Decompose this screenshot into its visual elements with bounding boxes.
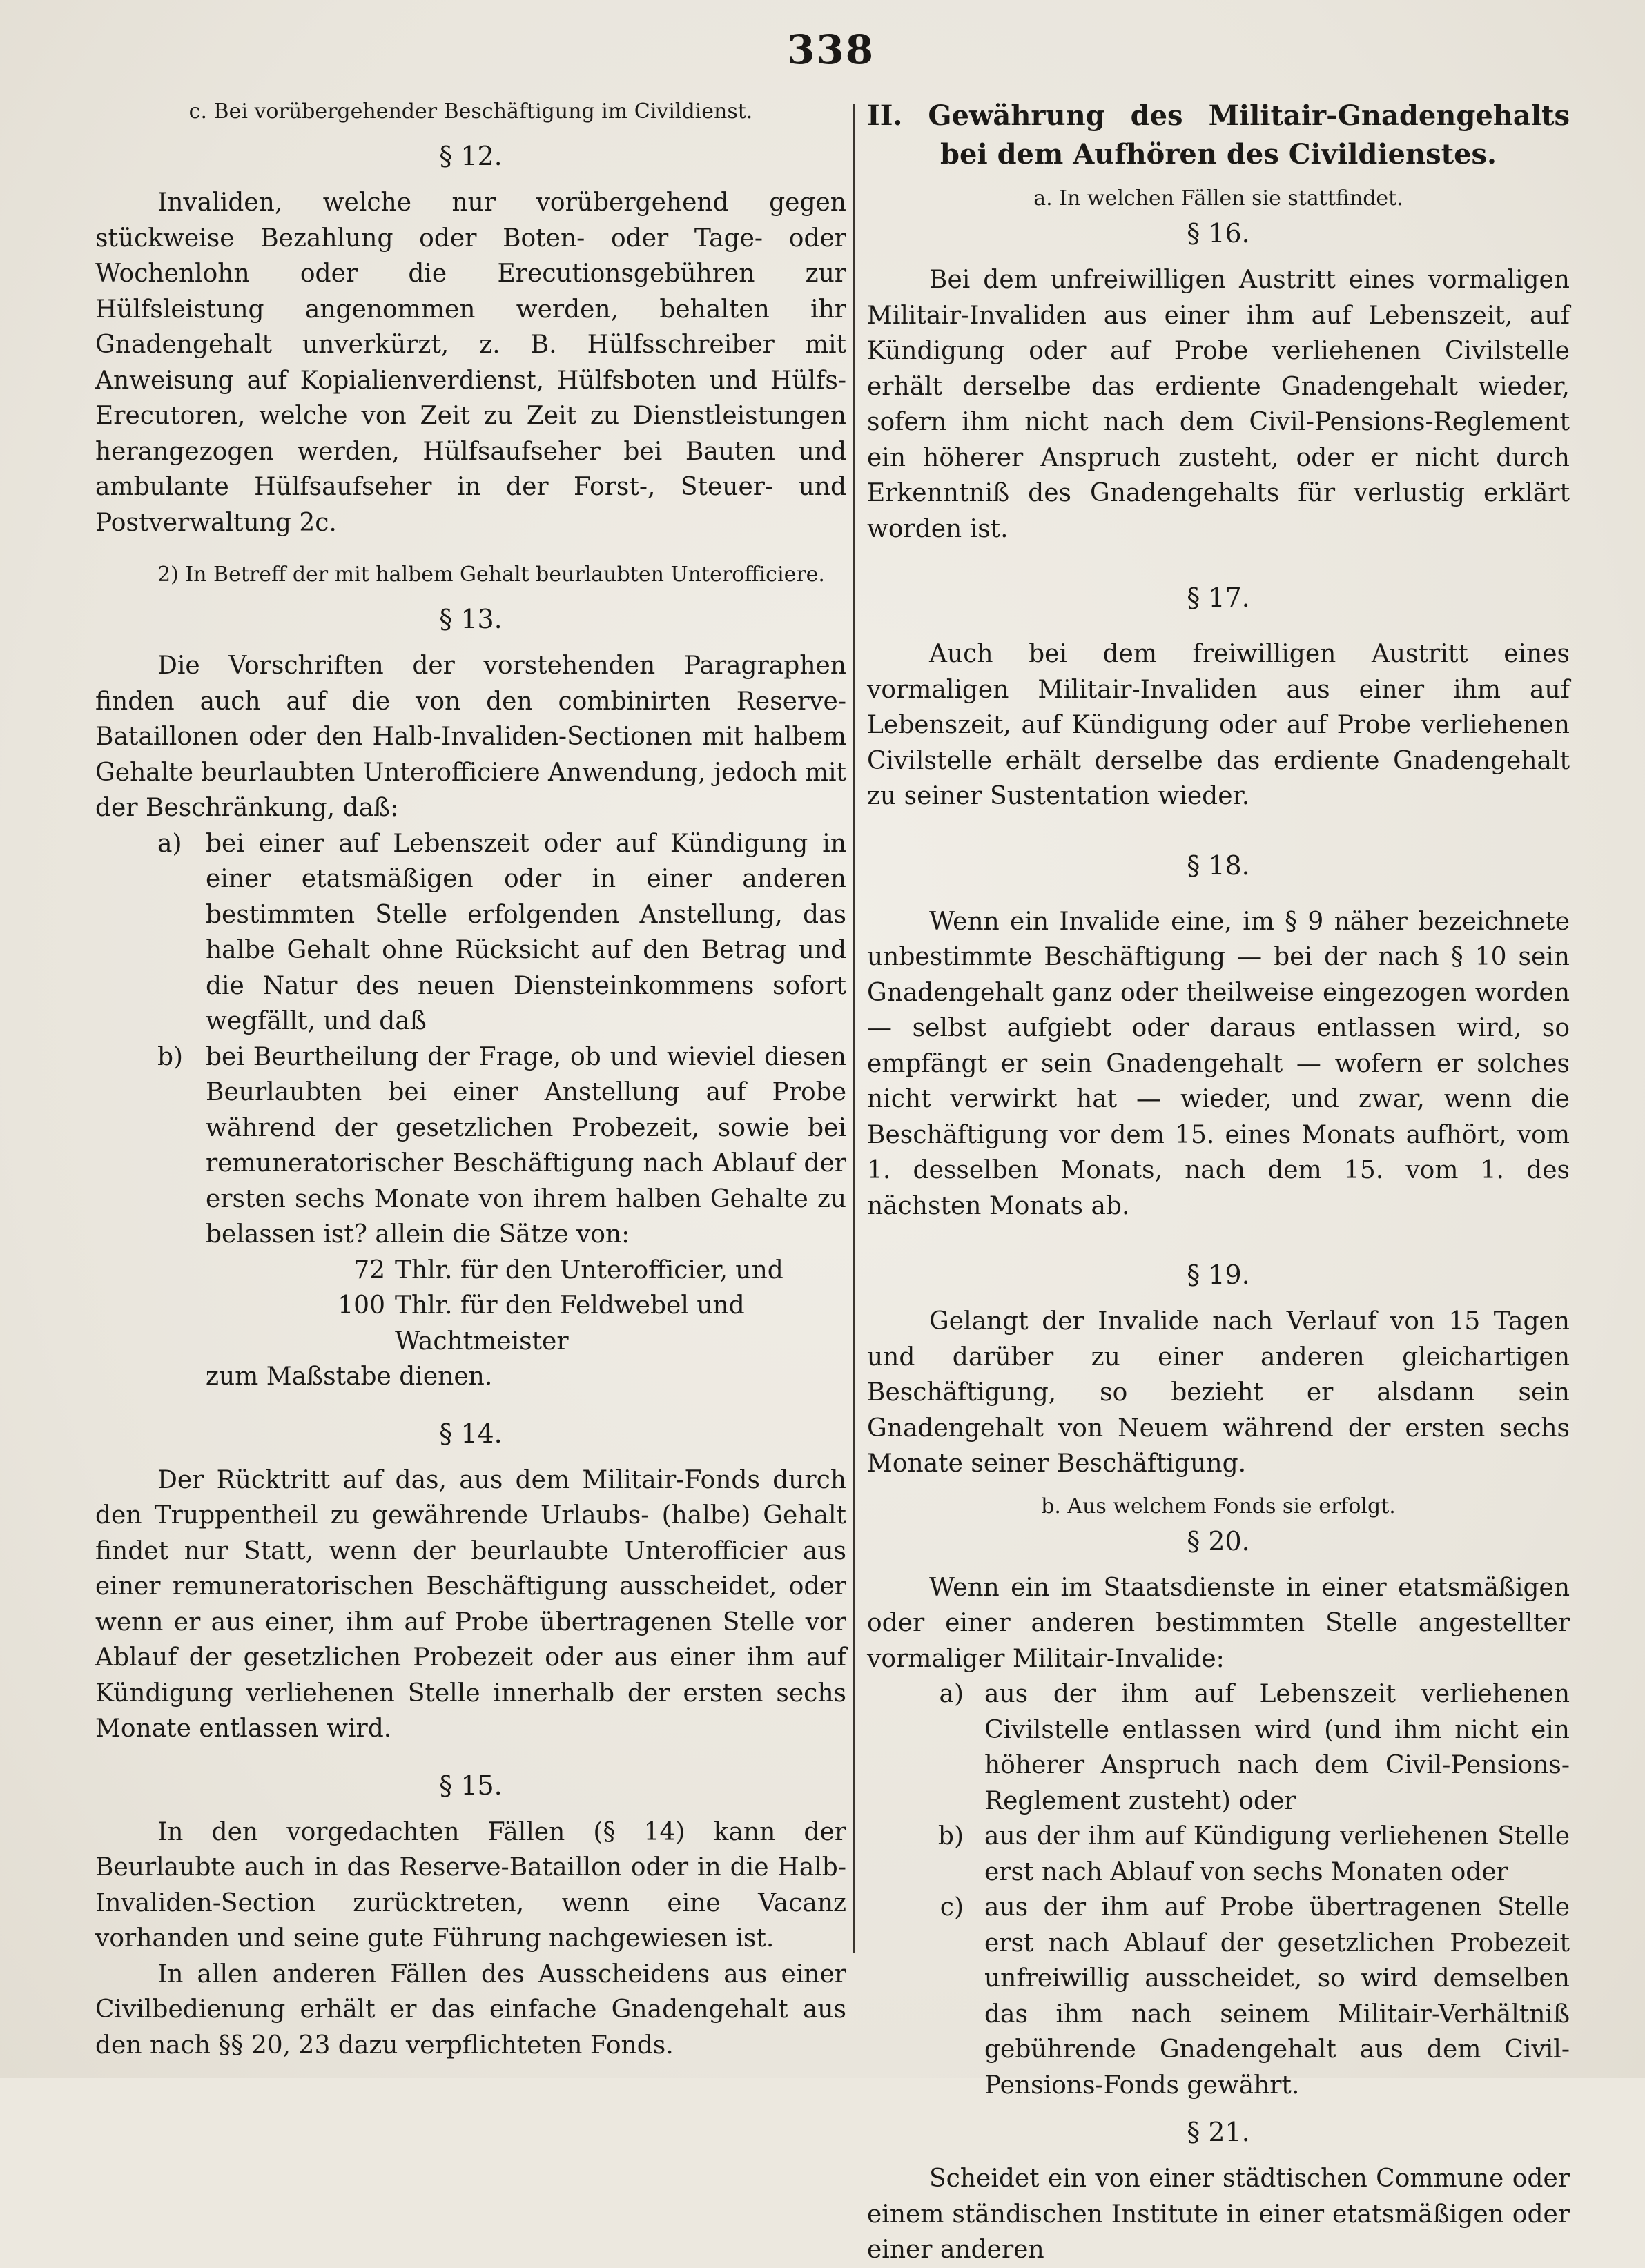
section-21-heading: § 21. bbox=[1187, 2117, 1250, 2147]
section-20-item-a bbox=[867, 1676, 1570, 1819]
rate-amount: 72 bbox=[353, 1255, 385, 1284]
subheading-a: a. In welchen Fällen sie stattfindet. bbox=[1033, 186, 1403, 211]
rates-list bbox=[302, 1253, 846, 1360]
section-13-item-a bbox=[95, 826, 846, 1039]
section-14-heading: § 14. bbox=[439, 1418, 503, 1449]
section-18-heading: § 18. bbox=[1187, 850, 1250, 881]
item-text: bei einer auf Lebenszeit oder auf Kündigung in einer etatsmäßigen oder in einer anderen bestimmten Stelle erfolgenden Anstellung, das halbe Gehalt ohne Rücksicht auf den Betrag und die Natur des neuen Diensteinkommens sofort wegfällt, und daß bbox=[206, 829, 846, 1035]
section-13-text: Die Vorschriften der vorstehenden Paragraphen finden auch auf die von den combinirten Reserve-Bataillonen oder den Halb-Invaliden-Sectionen mit halbem Gehalte beurlaubten Unterofficiere Anwendung, jedoch mit der Beschränkung, daß: bbox=[95, 652, 846, 822]
rate-text: Thlr. für den Feldwebel und Wachtmeister bbox=[395, 1291, 745, 1356]
section-20-text: Wenn ein im Staatsdienste in einer etatsmäßigen oder einer anderen bestimmten Stelle angestellter vormaliger Militair-Invalide: bbox=[867, 1573, 1570, 1673]
item-text: aus der ihm auf Kündigung verliehenen Stelle erst nach Ablauf von sechs Monaten oder bbox=[984, 1822, 1570, 1886]
item-text: aus der ihm auf Lebenszeit verliehenen Civilstelle entlassen wird (und ihm nicht ein höherer Anspruch nach dem Civil-Pensions-Reglement zusteht) oder bbox=[984, 1680, 1570, 1815]
section-20-heading: § 20. bbox=[1187, 1525, 1250, 1556]
item-label: b) bbox=[937, 1822, 964, 1850]
section-17-heading: § 17. bbox=[1187, 583, 1250, 613]
subheading-b: b. Aus welchem Fonds sie erfolgt. bbox=[1041, 1494, 1396, 1518]
section-21-text: Scheidet ein von einer städtischen Commune oder einem ständischen Institute in einer etatsmäßigen oder einer anderen bbox=[867, 2164, 1570, 2264]
rate-text: Thlr. für den Unterofficier, und bbox=[395, 1255, 783, 1284]
section-20-item-b bbox=[867, 1819, 1570, 1890]
part-ii-heading: II. Gewährung des Militair-Gnadengehalts bei dem Aufhören des Civildienstes. bbox=[867, 99, 1570, 170]
left-column bbox=[95, 97, 846, 2063]
item-label: b) bbox=[157, 1042, 184, 1071]
section-19-heading: § 19. bbox=[1187, 1260, 1250, 1290]
section-14-text: Der Rücktritt auf das, aus dem Militair-Fonds durch den Truppentheil zu gewährende Urlaubs- (halbe) Gehalt findet nur Statt, wenn der beurlaubte Unterofficier aus einer remuneratorischen Beschäftigung ausscheidet, oder wenn er aus einer, ihm auf Probe übertragenen Stelle vor Ablauf der gesetzlichen Probezeit oder aus einer ihm auf Kündigung verliehenen Stelle innerhalb der ersten sechs Monate entlassen wird. bbox=[95, 1465, 846, 1743]
section-20-item-c bbox=[867, 1890, 1570, 2103]
section-12-heading: § 12. bbox=[439, 141, 503, 171]
section-15-heading: § 15. bbox=[439, 1770, 503, 1801]
item-text: bei Beurtheilung der Frage, ob und wieviel diesen Beurlaubten bei einer Anstellung auf Probe während der gesetzlichen Probezeit, sowie bei remuneratorischer Beschäftigung nach Ablauf der ersten sechs Monate von ihrem halben Gehalte zu belassen ist? allein die Sätze von: bbox=[206, 1042, 846, 1249]
section-16-heading: § 16. bbox=[1187, 218, 1250, 248]
page-number: 338 bbox=[787, 26, 875, 73]
item-text: aus der ihm auf Probe übertragenen Stelle erst nach Ablauf der gesetzlichen Probezeit unfreiwillig ausscheidet, so wird demselben das ihm nach seinem Militair-Verhältniß gebührende Gnadengehalt aus dem Civil-Pensions-Fonds gewährt. bbox=[984, 1893, 1570, 2100]
item-label: a) bbox=[157, 829, 182, 858]
section-17-text: Auch bei dem freiwilligen Austritt eines vormaligen Militair-Invaliden aus einer ihm auf Lebenszeit, auf Kündigung oder auf Probe verliehenen Civilstelle erhält derselbe das erdiente Gnadengehalt zu seiner Sustentation wieder. bbox=[867, 640, 1570, 810]
section-18-text: Wenn ein Invalide eine, im § 9 näher bezeichnete unbestimmte Beschäftigung — bei der nach § 10 sein Gnadengehalt ganz oder theilweise eingezogen worden — selbst aufgiebt oder daraus entlassen wird, so empfängt er sein Gnadengehalt — wofern er solches nicht verwirkt hat — wieder, und zwar, wenn die Beschäftigung vor dem 15. eines Monats aufhört, vom 1. desselben Monats, nach dem 15. vom 1. des nächsten Monats ab. bbox=[867, 907, 1570, 1220]
right-column bbox=[867, 97, 1570, 2268]
section-13-item-b bbox=[95, 1039, 846, 1253]
rate-row bbox=[302, 1288, 846, 1359]
section-15-text-b: In allen anderen Fällen des Ausscheidens aus einer Civilbedienung erhält er das einfache Gnadengehalt aus den nach §§ 20, 23 dazu verpflichteten Fonds. bbox=[95, 1959, 846, 2060]
section-13-heading: § 13. bbox=[439, 604, 503, 634]
section-15-text-a: In den vorgedachten Fällen (§ 14) kann der Beurlaubte auch in das Reserve-Bataillon oder in die Halb-Invaliden-Section zurücktreten, wenn eine Vacanz vorhanden und seine gute Führung nachgewiesen ist. bbox=[95, 1817, 846, 1953]
column-divider bbox=[853, 104, 855, 1953]
subheading-c: c. Bei vorübergehender Beschäftigung im Civildienst. bbox=[188, 99, 753, 124]
section-16-text: Bei dem unfreiwilligen Austritt eines vormaligen Militair-Invaliden aus einer ihm auf Lebenszeit, auf Kündigung oder auf Probe verliehenen Civilstelle erhält derselbe das erdiente Gnadengehalt wieder, sofern ihm nicht nach dem Civil-Pensions-Reglement ein höherer Anspruch zusteht, oder er nicht durch Erkenntniß des Gnadengehalts für verlustig erklärt worden ist. bbox=[867, 266, 1570, 543]
section-19-text: Gelangt der Invalide nach Verlauf von 15 Tagen und darüber zu einer anderen gleichartigen Beschäftigung, so bezieht er alsdann sein Gnadengehalt von Neuem während der ersten sechs Monate seiner Beschäftigung. bbox=[867, 1307, 1570, 1478]
item-label: a) bbox=[939, 1680, 964, 1708]
rate-row bbox=[302, 1253, 846, 1289]
section-12-text: Invaliden, welche nur vorübergehend gegen stückweise Bezahlung oder Boten- oder Tage- oder Wochenlohn oder die Erecutionsgebühren zur Hülfsleistung angenommen werden, behalten ihr Gnadengehalt unverkürzt, z. B. Hülfsschreiber mit Anweisung auf Kopialienverdienst, Hülfsboten und Hülfs-Erecutoren, welche von Zeit zu Zeit zu Dienstleistungen herangezogen werden, Hülfsaufseher bei Bauten und ambulante Hülfsaufseher in der Forst-, Steuer- und Postverwaltung 2c. bbox=[95, 188, 846, 537]
rate-amount: 100 bbox=[338, 1291, 385, 1320]
item-label: c) bbox=[940, 1893, 964, 1922]
subheading-2: 2) In Betreff der mit halbem Gehalt beurlaubten Unterofficiere. bbox=[157, 563, 825, 587]
rate-tail: zum Maßstabe dienen. bbox=[206, 1362, 493, 1391]
